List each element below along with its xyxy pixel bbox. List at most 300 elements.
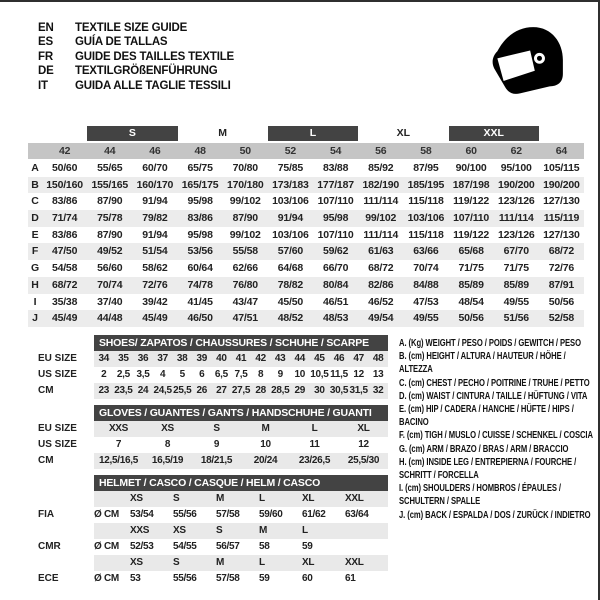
size-value-cell: 155/165	[91, 178, 129, 191]
size-value-cell: 123/126	[497, 228, 535, 241]
size-cell: 43	[274, 353, 286, 364]
size-value-cell: 37/40	[97, 295, 123, 308]
size-value-cell: 115/118	[408, 195, 444, 208]
size-value-cell: 111/114	[363, 195, 399, 208]
size-cell: 8	[257, 369, 264, 380]
size-value-cell: 49/55	[503, 295, 529, 308]
size-cell: XXS	[108, 423, 129, 434]
size-value-cell: 187/198	[452, 178, 490, 191]
legend-item: E. (cm) HIP / CADERA / HANCHE / HÜFTE / HIPS / BACINO	[399, 404, 574, 429]
table-title-spacer	[38, 475, 94, 491]
size-value-cell: 45/50	[277, 295, 304, 308]
table-row	[38, 383, 390, 399]
size-value-cell: 71/75	[503, 262, 529, 275]
size-value-cell: 87/90	[97, 195, 123, 208]
size-value-cell: 70/74	[413, 262, 439, 275]
size-table-row	[28, 210, 584, 227]
size-value-cell: 66/70	[322, 262, 349, 275]
size-cell: 26	[196, 385, 208, 396]
row-cells	[94, 539, 388, 555]
size-value-cell: 65/75	[187, 162, 213, 174]
size-cell: 37	[157, 353, 168, 364]
language-row	[38, 35, 234, 49]
size-value-cell: 68/72	[548, 245, 575, 258]
size-value-cell: 78/82	[277, 278, 304, 291]
size-value-cell: 107/110	[453, 212, 490, 225]
size-value-cell: 63/66	[413, 245, 439, 258]
size-value-cell: 190/200	[497, 178, 535, 191]
language-code: ES	[38, 36, 53, 49]
table-title-row	[38, 405, 390, 421]
size-cell: 20/24	[253, 455, 278, 466]
size-value-cell: 56/60	[97, 262, 123, 275]
row-label: FIA	[38, 509, 55, 520]
size-cell: XS	[130, 557, 143, 568]
size-cell: 55/56	[173, 573, 197, 584]
table-title-row	[38, 475, 390, 491]
size-value-cell: 91/94	[142, 195, 168, 208]
size-header-cell: 58	[420, 145, 432, 157]
size-value-cell: 170/180	[226, 178, 264, 191]
size-value-cell: 44/48	[97, 312, 123, 325]
legend-item: A. (Kg) WEIGHT / PESO / POIDS / GEWITCH / PESO	[399, 338, 581, 349]
legend-item: F. (cm) TIGH / MUSLO / CUISSE / SCHENKEL / COSCIA	[399, 430, 593, 442]
table-row	[38, 351, 390, 367]
size-cell: 23	[98, 385, 110, 396]
size-header-cell: 54	[329, 145, 342, 157]
diameter-unit-cell: Ø CM	[94, 573, 119, 584]
table-row	[38, 523, 390, 539]
size-cell	[345, 523, 388, 539]
size-value-cell: 55/58	[232, 245, 258, 258]
size-cell: 25,5	[173, 385, 192, 396]
size-group-xl: XL	[396, 127, 411, 139]
size-cell: 53	[130, 573, 141, 584]
size-cell: XXL	[345, 493, 364, 504]
size-value-cell: 84/88	[413, 278, 439, 291]
size-cell: 63/64	[345, 509, 369, 520]
size-header-cell: 52	[284, 145, 297, 157]
table-row	[38, 507, 390, 523]
size-cell: XL	[357, 423, 370, 434]
size-value-cell: 49/54	[368, 312, 394, 325]
size-cell: 42	[255, 353, 266, 364]
size-header-cell: 62	[510, 145, 522, 157]
row-label: US SIZE	[38, 369, 77, 380]
size-value-cell: 111/114	[498, 212, 534, 225]
size-cell: 57/58	[216, 509, 240, 520]
size-header-cell: 60	[465, 145, 477, 157]
size-cell: 59/60	[259, 509, 283, 520]
size-cell: 30,5	[329, 385, 349, 396]
size-value-cell: 60/64	[187, 262, 213, 275]
size-value-cell: 127/130	[543, 228, 580, 241]
table-title-row	[38, 335, 390, 351]
legend-item: I. (cm) SHOULDERS / HOMBROS / ÉPAULES / SCHULTERN / SPALLE	[399, 483, 561, 508]
size-value-cell: 103/106	[407, 212, 445, 225]
language-row	[38, 50, 234, 64]
row-letter: H	[31, 278, 39, 291]
size-value-cell: 82/86	[368, 278, 394, 291]
size-cell: M	[261, 423, 270, 434]
size-cell: XL	[302, 557, 315, 568]
row-label: EU SIZE	[38, 423, 77, 434]
row-label: ECE	[38, 573, 59, 584]
legend-item: B. (cm) HEIGHT / ALTURA / HAUTEUR / HÖHE / ALTEZZA	[399, 351, 566, 376]
row-label: EU SIZE	[38, 353, 77, 364]
row-letter: D	[31, 212, 39, 225]
size-value-cell: 45/49	[142, 312, 168, 325]
row-letter: I	[33, 295, 37, 308]
row-letter: E	[31, 228, 39, 241]
size-value-cell: 87/90	[97, 228, 123, 241]
size-cell: 12,5/16,5	[98, 455, 138, 466]
size-header-cell: 64	[555, 145, 568, 157]
row-letter: A	[31, 162, 39, 174]
size-value-cell: 95/98	[187, 228, 213, 241]
size-value-cell: 71/75	[458, 262, 484, 275]
size-value-cell: 85/89	[503, 278, 529, 291]
size-cell: 12	[358, 439, 369, 450]
size-value-cell: 68/72	[368, 262, 394, 275]
size-cell: 27	[216, 385, 227, 396]
size-group-s: S	[87, 126, 177, 141]
size-value-cell: 58/62	[142, 262, 168, 275]
table-row	[38, 571, 390, 587]
language-code: FR	[38, 50, 53, 63]
size-value-cell: 70/74	[97, 278, 123, 291]
diameter-unit-cell: Ø CM	[94, 509, 119, 520]
size-value-cell: 50/56	[458, 312, 484, 325]
size-cell: M	[216, 493, 225, 504]
size-header-cell: 50	[239, 145, 251, 157]
size-cell: 11	[309, 439, 320, 450]
size-value-cell: 62/66	[232, 262, 258, 275]
size-value-cell: 41/45	[187, 295, 213, 308]
size-cell: 10	[294, 369, 306, 380]
table-row	[38, 539, 390, 555]
size-value-cell: 80/84	[322, 278, 349, 291]
size-cell: 30	[314, 385, 325, 396]
size-number-row	[28, 143, 584, 159]
size-value-cell: 90/100	[455, 162, 487, 174]
row-cells	[94, 491, 388, 507]
size-cell: 12	[353, 369, 364, 380]
size-value-cell: 83/86	[51, 228, 78, 241]
size-value-cell: 99/102	[229, 195, 261, 208]
size-cell: 32	[372, 385, 384, 396]
size-table-row	[28, 243, 584, 260]
size-value-cell: 49/55	[413, 312, 439, 325]
size-cell: 46	[333, 353, 345, 364]
legend-item: G. (cm) ARM / BRAZO / BRAS / ARM / BRACCIO	[399, 443, 569, 455]
size-cell: XS	[130, 493, 143, 504]
size-cell: 28,5	[271, 385, 290, 396]
size-cell: 57/58	[216, 573, 240, 584]
size-value-cell: 68/72	[51, 278, 78, 291]
size-value-cell: 47/53	[413, 295, 439, 308]
size-cell: 60	[302, 573, 313, 584]
size-value-cell: 85/89	[458, 278, 484, 291]
size-cell: 61	[345, 573, 356, 584]
size-value-cell: 53/56	[187, 245, 213, 258]
size-value-cell: 35/38	[51, 295, 78, 308]
size-header-cell: 44	[104, 145, 116, 157]
size-table-row	[28, 260, 584, 277]
size-value-cell: 75/78	[97, 212, 123, 225]
size-value-cell: 91/94	[277, 212, 304, 225]
shoes-size-table	[38, 335, 390, 399]
size-cell: 55/56	[173, 509, 197, 520]
helmet-icon	[488, 20, 566, 106]
size-table-row	[28, 160, 584, 177]
table-title: HELMET / CASCO / CASQUE / HELM / CASCO	[94, 475, 388, 491]
size-cell: 11,5	[330, 369, 348, 380]
row-letter: G	[31, 262, 39, 275]
language-row	[38, 21, 234, 35]
size-value-cell: 72/76	[548, 262, 575, 275]
size-value-cell: 123/126	[497, 195, 535, 208]
language-code: EN	[38, 22, 54, 34]
table-title: SHOES/ ZAPATOS / CHAUSSURES / SCHUHE / SCARPE	[94, 335, 388, 351]
size-cell: XXL	[345, 557, 364, 568]
size-value-cell: 46/52	[368, 295, 394, 308]
table-row	[38, 421, 390, 437]
size-value-cell: 55/65	[97, 162, 123, 174]
size-table-row	[28, 193, 584, 210]
size-cell: 24,5	[153, 385, 172, 396]
size-cell: 6,5	[214, 369, 228, 380]
size-value-cell: 48/54	[458, 295, 484, 308]
size-value-cell: 60/70	[142, 162, 168, 174]
size-cell: 10,5	[310, 369, 329, 380]
size-cell: 18/21,5	[200, 455, 233, 466]
table-title-spacer	[38, 335, 94, 351]
size-value-cell: 83/86	[51, 195, 78, 208]
size-value-cell: 74/78	[187, 278, 213, 291]
guide-title: TEXTILGRÖßENFÜHRUNG	[75, 65, 218, 78]
size-cell: XS	[161, 423, 174, 434]
guide-title: GUÍA DE TALLAS	[75, 36, 168, 49]
size-cell: 36	[137, 353, 149, 364]
row-cells	[94, 555, 388, 571]
size-cell: L	[302, 525, 308, 536]
size-value-cell: 59/62	[322, 245, 349, 258]
letter-column-spacer	[28, 143, 42, 159]
size-value-cell: 95/98	[322, 212, 349, 225]
size-value-cell: 70/80	[232, 162, 258, 174]
size-value-cell: 45/49	[51, 312, 78, 325]
size-value-cell: 47/50	[51, 245, 78, 258]
textile-size-table	[28, 126, 584, 327]
size-cell: 45	[314, 353, 325, 364]
size-cell: 52/53	[130, 541, 154, 552]
size-value-cell: 103/106	[272, 228, 309, 241]
size-cell: 59	[259, 573, 270, 584]
size-cell: 6	[199, 369, 205, 380]
size-value-cell: 71/74	[51, 212, 78, 225]
size-value-cell: 95/98	[187, 195, 213, 208]
size-value-cell: 119/122	[453, 195, 490, 208]
size-header-cell: 46	[149, 145, 161, 157]
size-cell: 8	[164, 439, 171, 450]
size-value-cell: 115/118	[408, 228, 444, 241]
size-value-cell: 185/195	[407, 178, 445, 191]
size-value-cell: 107/110	[317, 195, 354, 208]
size-group-row	[28, 126, 584, 141]
size-value-cell: 75/85	[277, 162, 304, 174]
gloves-size-table	[38, 405, 390, 469]
row-label: CM	[38, 455, 54, 466]
size-value-cell: 115/119	[543, 212, 580, 225]
size-table-row	[28, 177, 584, 194]
row-label	[38, 491, 94, 507]
size-value-cell: 99/102	[365, 212, 397, 225]
size-value-cell: 57/60	[277, 245, 304, 258]
size-cell: 38	[176, 353, 188, 364]
diameter-unit-cell	[94, 555, 130, 571]
size-cell: 25,5/30	[347, 455, 380, 466]
size-value-cell: 165/175	[181, 178, 219, 191]
size-value-cell: 72/76	[142, 278, 168, 291]
size-cell: 34	[98, 353, 110, 364]
size-cell: L	[259, 493, 265, 504]
legend-item: C. (cm) CHEST / PECHO / POITRINE / TRUHE / PETTO	[399, 377, 590, 389]
guide-title: GUIDA ALLE TAGLIE TESSILI	[75, 79, 231, 92]
size-value-cell: 173/183	[272, 178, 309, 191]
row-label: US SIZE	[38, 439, 77, 450]
size-value-cell: 103/106	[272, 195, 309, 208]
size-cell: 7,5	[234, 369, 248, 380]
size-cell: 16,5/19	[151, 455, 184, 466]
language-row	[38, 79, 234, 93]
language-title-list	[38, 21, 234, 93]
row-cells	[94, 351, 388, 367]
size-value-cell: 46/51	[322, 295, 349, 308]
size-cell: XL	[302, 493, 315, 504]
size-value-cell: 52/58	[548, 312, 575, 325]
row-letter: B	[31, 178, 39, 191]
row-letter: C	[31, 195, 39, 208]
size-value-cell: 87/91	[548, 278, 575, 291]
size-cell: S	[173, 557, 180, 568]
size-value-cell: 127/130	[543, 195, 580, 208]
size-table-body	[28, 160, 584, 327]
size-value-cell: 67/70	[503, 245, 529, 258]
size-cell: 54/55	[173, 541, 197, 552]
size-value-cell: 50/56	[548, 295, 575, 308]
size-cell: 7	[115, 439, 122, 450]
size-group-m: M	[218, 127, 228, 139]
language-code: IT	[38, 79, 48, 92]
row-label: CMR	[38, 541, 61, 552]
size-value-cell: 182/190	[362, 178, 400, 191]
diameter-unit-cell	[94, 491, 130, 507]
size-group-l: L	[268, 126, 358, 141]
diameter-unit-cell: Ø CM	[94, 541, 119, 552]
size-value-cell: 48/53	[322, 312, 349, 325]
size-value-cell: 50/60	[51, 162, 78, 174]
size-cell: 40	[216, 353, 227, 364]
size-value-cell: 105/115	[543, 162, 580, 174]
size-value-cell: 51/54	[142, 245, 168, 258]
row-letter: F	[31, 245, 39, 258]
size-cell: 2,5	[116, 369, 130, 380]
size-cell: 59	[302, 541, 313, 552]
size-value-cell: 39/42	[142, 295, 168, 308]
table-row	[38, 437, 390, 453]
size-cell: 23,5	[114, 385, 133, 396]
size-cell: M	[259, 525, 268, 536]
size-value-cell: 51/56	[503, 312, 529, 325]
size-cell: 10	[260, 439, 271, 450]
size-value-cell: 107/110	[317, 228, 354, 241]
legend-item: H. (cm) INSIDE LEG / ENTREPIERNA / FOURCHE / SCHRITT / FORCELLA	[399, 456, 577, 482]
diameter-unit-cell	[94, 523, 130, 539]
row-cells	[94, 383, 388, 399]
size-group-xxl: XXL	[449, 126, 539, 141]
language-row	[38, 64, 234, 78]
size-cell: 44	[294, 353, 306, 364]
size-cell: 4	[159, 369, 166, 380]
row-label	[38, 523, 94, 539]
size-value-cell: 65/68	[458, 245, 484, 258]
table-title-spacer	[38, 405, 94, 421]
size-table-row	[28, 277, 584, 294]
size-value-cell: 61/63	[368, 245, 394, 258]
size-cell: 3,5	[136, 369, 150, 380]
size-header-cell: 56	[375, 145, 387, 157]
size-cell: 9	[213, 439, 220, 450]
size-cell: 5	[179, 369, 185, 380]
table-row	[38, 491, 390, 507]
row-label: CM	[38, 385, 54, 396]
row-cells	[94, 523, 388, 539]
size-cell: 48	[372, 353, 384, 364]
table-row	[38, 453, 390, 469]
size-cell: 23/26,5	[298, 455, 331, 466]
table-title: GLOVES / GUANTES / GANTS / HANDSCHUHE / GUANTI	[94, 405, 388, 421]
size-table-row	[28, 227, 584, 244]
size-value-cell: 43/47	[232, 295, 258, 308]
size-cell: 28	[255, 385, 266, 396]
size-cell: L	[259, 557, 265, 568]
size-value-cell: 111/114	[363, 228, 399, 241]
size-cell: XXS	[130, 525, 150, 536]
size-value-cell: 87/95	[413, 162, 439, 174]
row-cells	[94, 367, 388, 383]
size-header-cell: 48	[194, 145, 206, 157]
measurement-legend	[399, 337, 596, 522]
size-value-cell: 85/92	[368, 162, 394, 174]
guide-title: TEXTILE SIZE GUIDE	[75, 22, 188, 34]
size-value-cell: 83/86	[187, 212, 213, 225]
size-cell: 53/54	[130, 509, 154, 520]
row-letter: J	[32, 312, 38, 325]
language-code: DE	[38, 65, 54, 78]
table-row	[38, 367, 390, 383]
size-cell	[345, 539, 388, 555]
size-cell: 39	[196, 353, 208, 364]
legend-item: J. (cm) BACK / ESPALDA / DOS / ZURÜCK / INDIETRO	[399, 509, 591, 521]
size-value-cell: 95/100	[500, 162, 532, 174]
table-row	[38, 555, 390, 571]
size-value-cell: 76/80	[232, 278, 258, 291]
row-label	[38, 555, 94, 571]
row-cells	[94, 571, 388, 587]
size-cell: S	[216, 525, 223, 536]
size-cell: 9	[277, 369, 283, 380]
